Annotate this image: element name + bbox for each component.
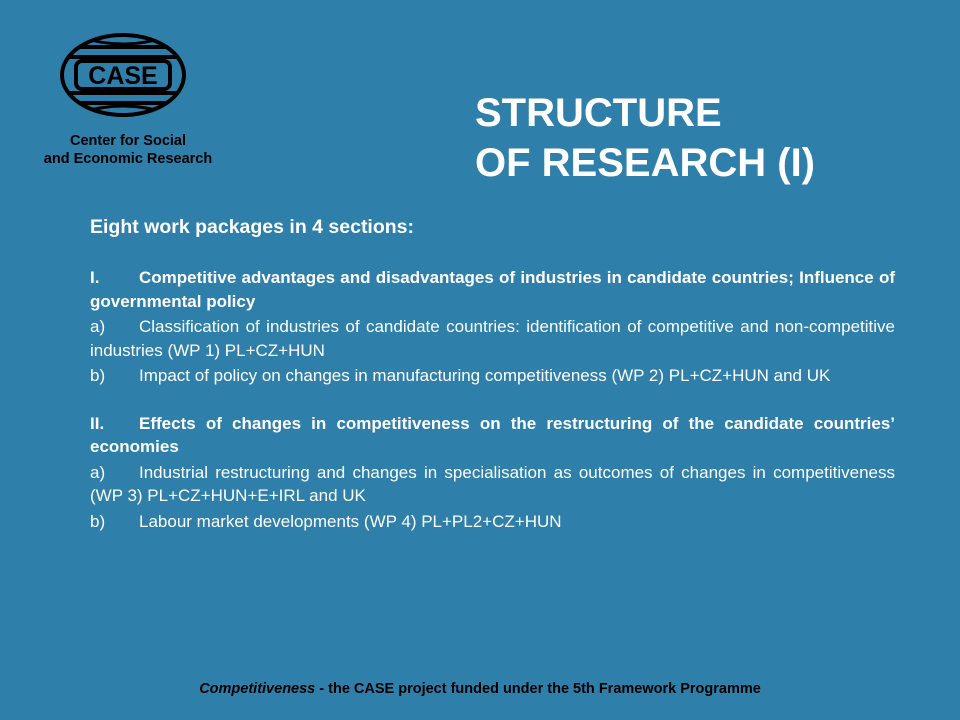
list-item [90, 461, 895, 508]
list-item [90, 315, 895, 362]
footer-italic: Competitiveness [199, 681, 316, 697]
slide-footer [0, 681, 960, 697]
item-marker: a) [90, 317, 106, 336]
logo-text: CASE [88, 62, 158, 90]
section-2-heading [90, 412, 895, 459]
section-2-marker: II. [90, 413, 105, 433]
slide-title [475, 88, 815, 188]
section-1-heading-text: Competitive advantages and disadvantages of industries in candidate countries; Influence of governmental policy [90, 268, 895, 311]
caption-line-2: and Economic Research [43, 151, 213, 167]
title-line-1: STRUCTURE [475, 91, 722, 135]
item-marker: a) [90, 462, 106, 482]
case-logo-emblem [60, 33, 186, 117]
section-2 [90, 412, 895, 534]
section-1-marker: I. [90, 268, 100, 287]
section-1-heading [90, 266, 895, 313]
list-item [90, 510, 895, 534]
item-text: Labour market developments (WP 4) PL+PL2+CZ+HUN [139, 511, 562, 531]
title-line-2: OF RESEARCH (I) [475, 141, 815, 185]
slide-content [90, 214, 895, 557]
section-1 [90, 266, 895, 388]
list-item [90, 364, 895, 388]
item-text: Classification of industries of candidate countries: identification of competitive and non-competitive industries (WP 1) PL+CZ+HUN [90, 317, 895, 360]
item-text: Industrial restructuring and changes in specialisation as outcomes of changes in competitiveness (WP 3) PL+CZ+HUN+E+IRL and UK [90, 462, 895, 505]
section-2-heading-text: Effects of changes in competitiveness on the restructuring of the candidate countries’ economies [90, 413, 895, 456]
item-text: Impact of policy on changes in manufacturing competitiveness (WP 2) PL+CZ+HUN and UK [139, 366, 831, 385]
footer-text: - the CASE project funded under the 5th Framework Programme [315, 681, 761, 697]
item-marker: b) [90, 366, 106, 385]
intro-text: Eight work packages in 4 sections: [90, 216, 415, 238]
caption-line-1: Center for Social [69, 133, 187, 149]
item-marker: b) [90, 511, 106, 531]
organization-name [0, 132, 256, 168]
